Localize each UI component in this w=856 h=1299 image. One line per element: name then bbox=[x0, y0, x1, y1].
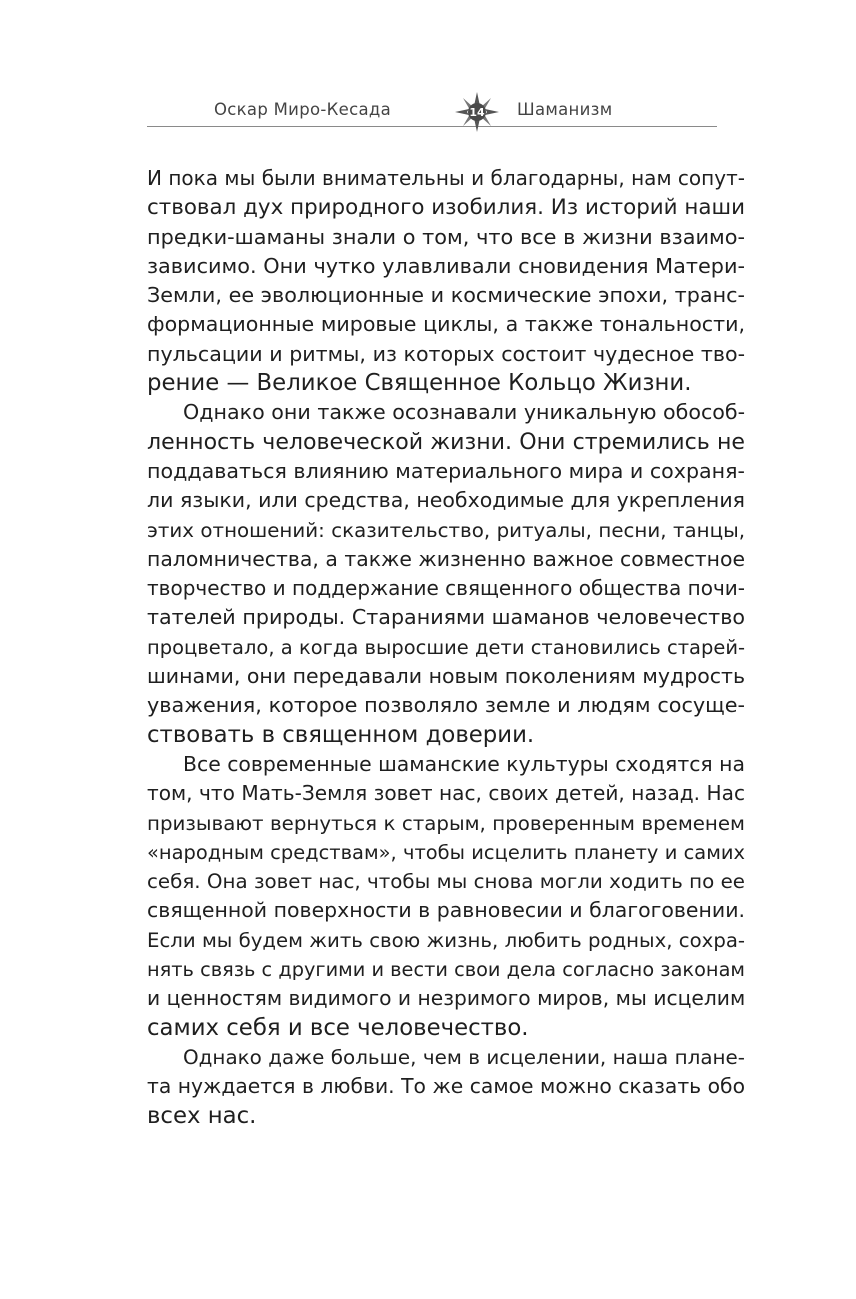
text-line: этих отношений: сказительство, ритуалы, песни, танцы, bbox=[147, 518, 745, 542]
text-line: «народным средствам», чтобы исцелить планету и самих bbox=[147, 840, 745, 864]
text-line: творчество и поддержание священного общества почи- bbox=[147, 576, 745, 601]
text-line: священной поверхности в равновесии и благоговении. bbox=[147, 898, 746, 923]
text-line: предки-шаманы знали о том, что все в жизни взаимо- bbox=[147, 224, 745, 249]
text-line: себя. Она зовет нас, чтобы мы снова могли ходить по ее bbox=[147, 870, 745, 894]
text-line: всех нас. bbox=[147, 1102, 257, 1129]
text-line: том, что Мать-Земля зовет нас, своих детей, назад. Нас bbox=[147, 781, 745, 806]
text-line: ленность человеческой жизни. Они стремились не bbox=[147, 428, 745, 455]
page-number: 14 bbox=[469, 106, 485, 119]
paragraph-4 bbox=[147, 1043, 745, 1131]
text-line: нять связь с другими и вести свои дела согласно законам bbox=[147, 958, 745, 982]
paragraph-1 bbox=[147, 164, 745, 398]
text-line: тателей природы. Стараниями шаманов человечество bbox=[147, 605, 745, 630]
paragraph-2 bbox=[147, 398, 745, 750]
text-line: поддаваться влиянию материального мира и сохраня- bbox=[147, 458, 745, 483]
text-line: та нуждается в любви. То же самое можно сказать обо bbox=[147, 1074, 745, 1099]
text-line: зависимо. Они чутко улавливали сновидения Матери- bbox=[147, 253, 745, 278]
text-line: шинами, они передавали новым поколениям мудрость bbox=[147, 664, 746, 689]
text-line: Если мы будем жить свою жизнь, любить родных, сохра- bbox=[147, 928, 745, 952]
text-line: рение — Великое Священное Кольцо Жизни. bbox=[147, 370, 692, 397]
text-line: ли языки, или средства, необходимые для укрепления bbox=[147, 488, 745, 513]
text-line: Однако они также осознавали уникальную обособ- bbox=[183, 400, 746, 425]
text-line: ствовать в священном доверии. bbox=[147, 721, 535, 748]
text-line: Однако даже больше, чем в исцелении, наша плане- bbox=[183, 1045, 745, 1069]
paragraph-3 bbox=[147, 750, 745, 1043]
text-line: И пока мы были внимательны и благодарны, нам сопут- bbox=[147, 166, 745, 190]
text-line: призывают вернуться к старым, проверенным временем bbox=[147, 811, 745, 835]
text-line: Земли, ее эволюционные и космические эпохи, транс- bbox=[147, 283, 745, 308]
text-line: формационные мировые циклы, а также тональности, bbox=[147, 312, 745, 337]
text-line: и ценностям видимого и незримого миров, мы исцелим bbox=[147, 986, 746, 1011]
text-line: ствовал дух природного изобилия. Из историй наши bbox=[147, 195, 745, 221]
compass-star-icon bbox=[455, 92, 499, 132]
text-line: Все современные шаманские культуры сходятся на bbox=[183, 751, 745, 776]
body-text bbox=[147, 164, 745, 1131]
running-header bbox=[147, 92, 717, 128]
text-line: паломничества, а также жизненно важное совместное bbox=[147, 546, 745, 571]
header-author: Оскар Миро-Кесада bbox=[213, 100, 391, 119]
header-rule bbox=[147, 126, 717, 127]
text-line: самих себя и все человечество. bbox=[147, 1014, 529, 1041]
text-line: пульсации и ритмы, из которых состоит чудесное тво- bbox=[147, 341, 745, 366]
text-line: процветало, а когда выросшие дети становились старей- bbox=[147, 635, 745, 659]
text-line: уважения, которое позволяло земле и людям сосуще- bbox=[147, 693, 745, 718]
header-book-title: Шаманизм bbox=[517, 100, 613, 119]
